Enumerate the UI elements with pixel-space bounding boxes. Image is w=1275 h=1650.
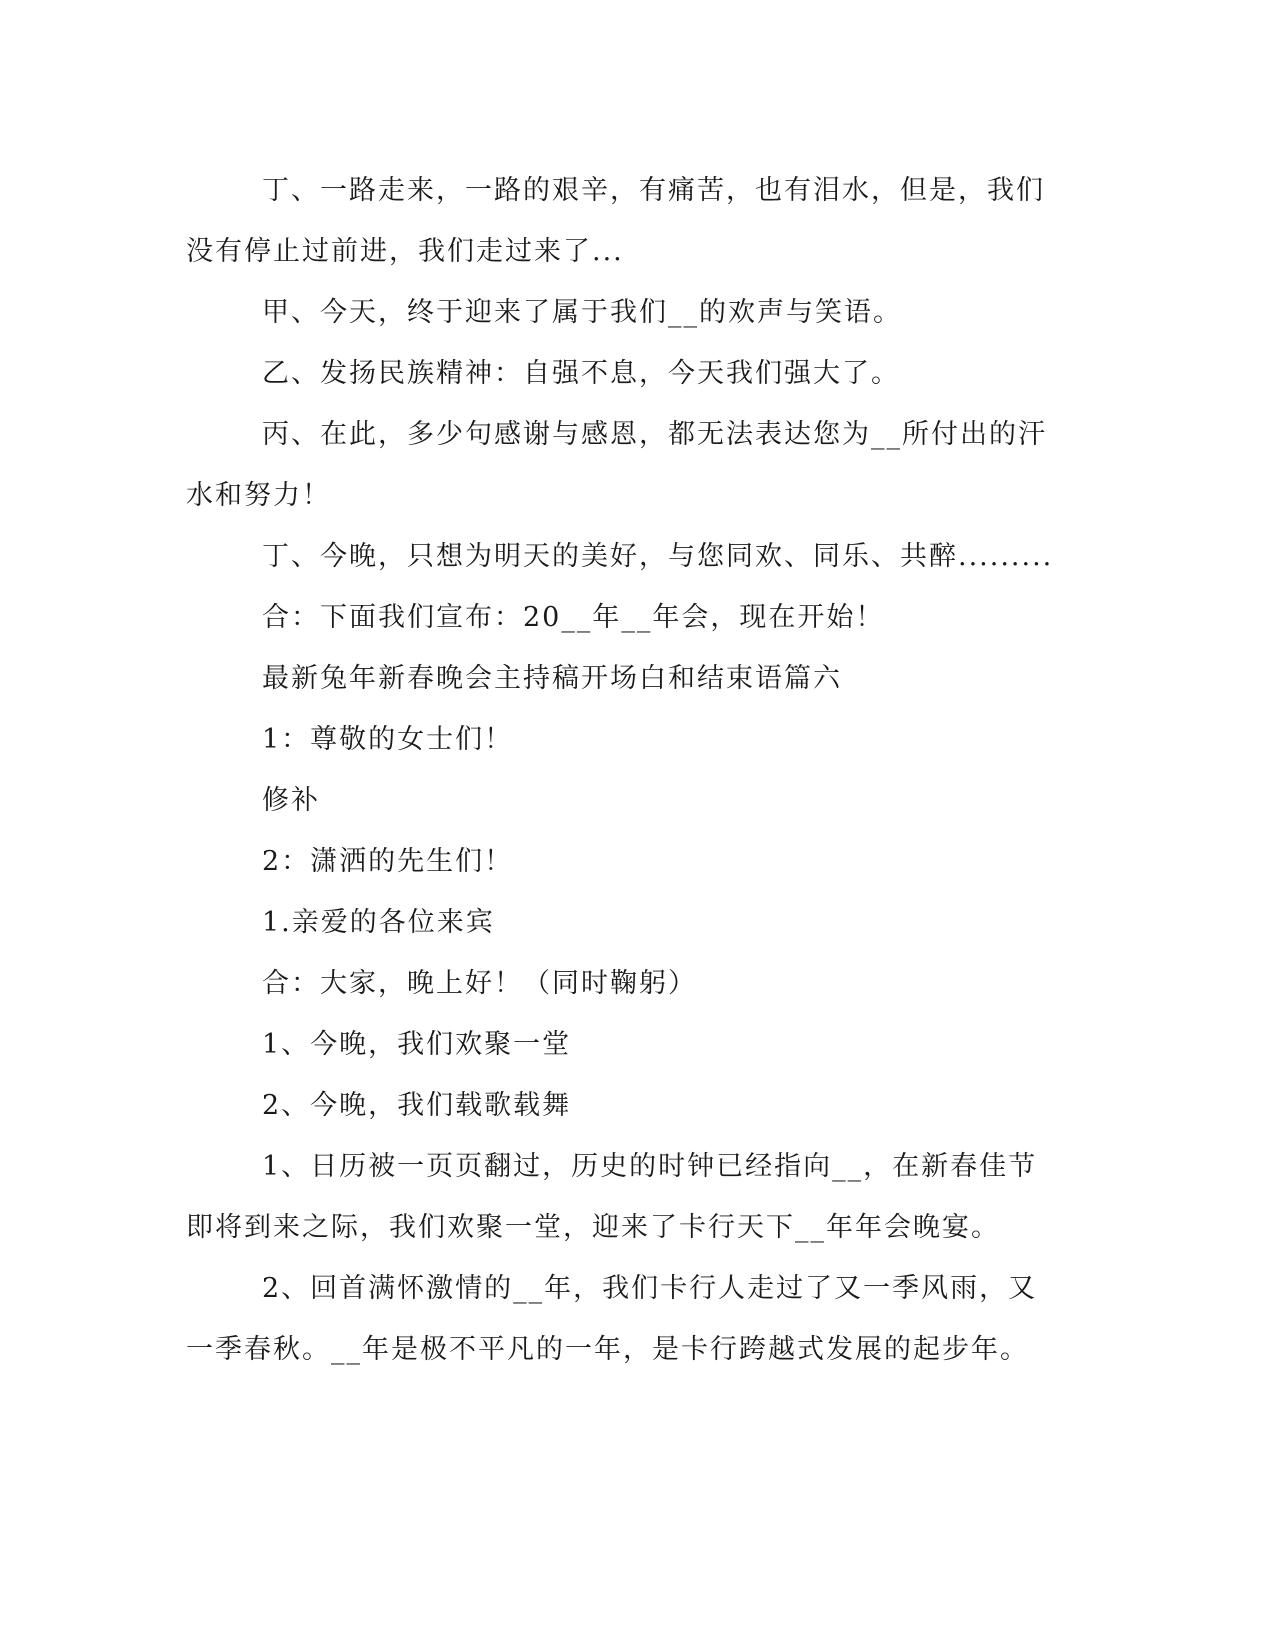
paragraph: 合：大家，晚上好！（同时鞠躬） [262,968,697,999]
paragraph: 丁、一路走来，一路的艰辛，有痛苦，也有泪水，但是，我们没有停止过前进，我们走过来了... [186,175,1045,267]
paragraph: 修补 [262,785,320,816]
section-heading: 最新兔年新春晚会主持稿开场白和结束语篇六 [262,663,842,694]
paragraph: 2、今晚，我们载歌载舞 [262,1090,572,1121]
paragraph: 丁、今晚，只想为明天的美好，与您同欢、同乐、共醉......... [262,541,1054,572]
document-body [186,160,1066,1380]
paragraph: 1、今晚，我们欢聚一堂 [262,1029,572,1060]
paragraph: 丙、在此，多少句感谢与感恩，都无法表达您为__所付出的汗水和努力！ [186,419,1047,511]
paragraph: 2：潇洒的先生们！ [262,846,514,877]
paragraph: 甲、今天，终于迎来了属于我们__的欢声与笑语。 [262,297,902,328]
paragraph: 合：下面我们宣布：20__年__年会，现在开始！ [262,602,885,633]
paragraph: 乙、发扬民族精神：自强不息，今天我们强大了。 [262,358,900,389]
paragraph: 1：尊敬的女士们！ [262,724,514,755]
paragraph: 2、回首满怀激情的__年，我们卡行人走过了又一季风雨，又一季春秋。__年是极不平凡的一年，是卡行跨越式发展的起步年。 [186,1273,1038,1365]
paragraph: 1、日历被一页页翻过，历史的时钟已经指向__，在新春佳节即将到来之际，我们欢聚一堂，迎来了卡行天下__年年会晚宴。 [186,1151,1038,1243]
paragraph: 1.亲爱的各位来宾 [262,907,495,938]
